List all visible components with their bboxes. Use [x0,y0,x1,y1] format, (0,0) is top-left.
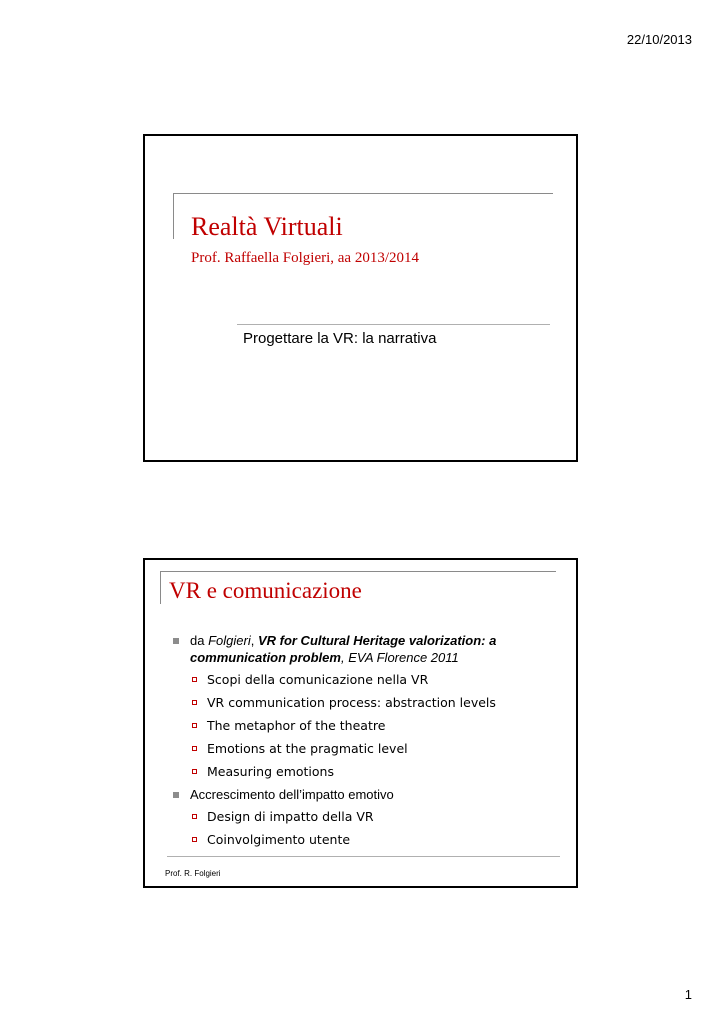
sub-list-item [173,694,568,711]
sub-list-item [173,808,568,825]
square-bullet-icon [173,792,179,798]
heading-top-rule [160,571,556,572]
square-bullet-icon [173,638,179,644]
sub-list-item [173,717,568,734]
list-item [173,786,568,803]
sub-list-item [173,671,568,688]
hollow-square-bullet-icon [192,700,197,705]
sub-list-item [173,740,568,757]
topic-rule [237,324,550,325]
item-venue: , EVA Florence 2011 [340,650,459,665]
heading-left-rule [160,571,161,604]
sub-item-label: Coinvolgimento utente [207,832,351,847]
slide-subtitle: Prof. Raffaella Folgieri, aa 2013/2014 [191,250,420,266]
sub-item-label: Emotions at the pragmatic level [207,741,408,756]
list-item [173,632,568,666]
item-author: Folgieri [208,633,251,648]
slide-footer: Prof. R. Folgieri [165,869,221,878]
hollow-square-bullet-icon [192,837,197,842]
slide-title: Realtà Virtuali [191,212,343,241]
slide-title-card [143,134,578,462]
hollow-square-bullet-icon [192,814,197,819]
footer-rule [167,856,560,857]
item-prefix: da [190,633,209,648]
sub-list-item [173,763,568,780]
item-paper-title: VR for Cultural Heritage valorization: a communication problem [190,633,497,665]
sub-item-label: Scopi della comunicazione nella VR [207,672,429,687]
item-separator: , [250,633,258,648]
hollow-square-bullet-icon [192,677,197,682]
sub-item-label: VR communication process: abstraction levels [207,695,496,710]
hollow-square-bullet-icon [192,769,197,774]
sub-list-item [173,831,568,848]
slide-content [143,558,578,888]
sub-item-label: Measuring emotions [207,764,334,779]
hollow-square-bullet-icon [192,746,197,751]
sub-item-label: The metaphor of the theatre [207,718,386,733]
page-date: 22/10/2013 [626,32,692,47]
sub-item-label: Design di impatto della VR [207,809,374,824]
slide-heading: VR e comunicazione [169,578,362,603]
page-number: 1 [684,987,692,1002]
title-top-rule [173,193,553,194]
hollow-square-bullet-icon [192,723,197,728]
item-label: Accrescimento dell’impatto emotivo [190,787,394,802]
title-left-rule [173,193,174,239]
bullet-list [173,632,568,854]
slide-topic: Progettare la VR: la narrativa [243,330,437,347]
